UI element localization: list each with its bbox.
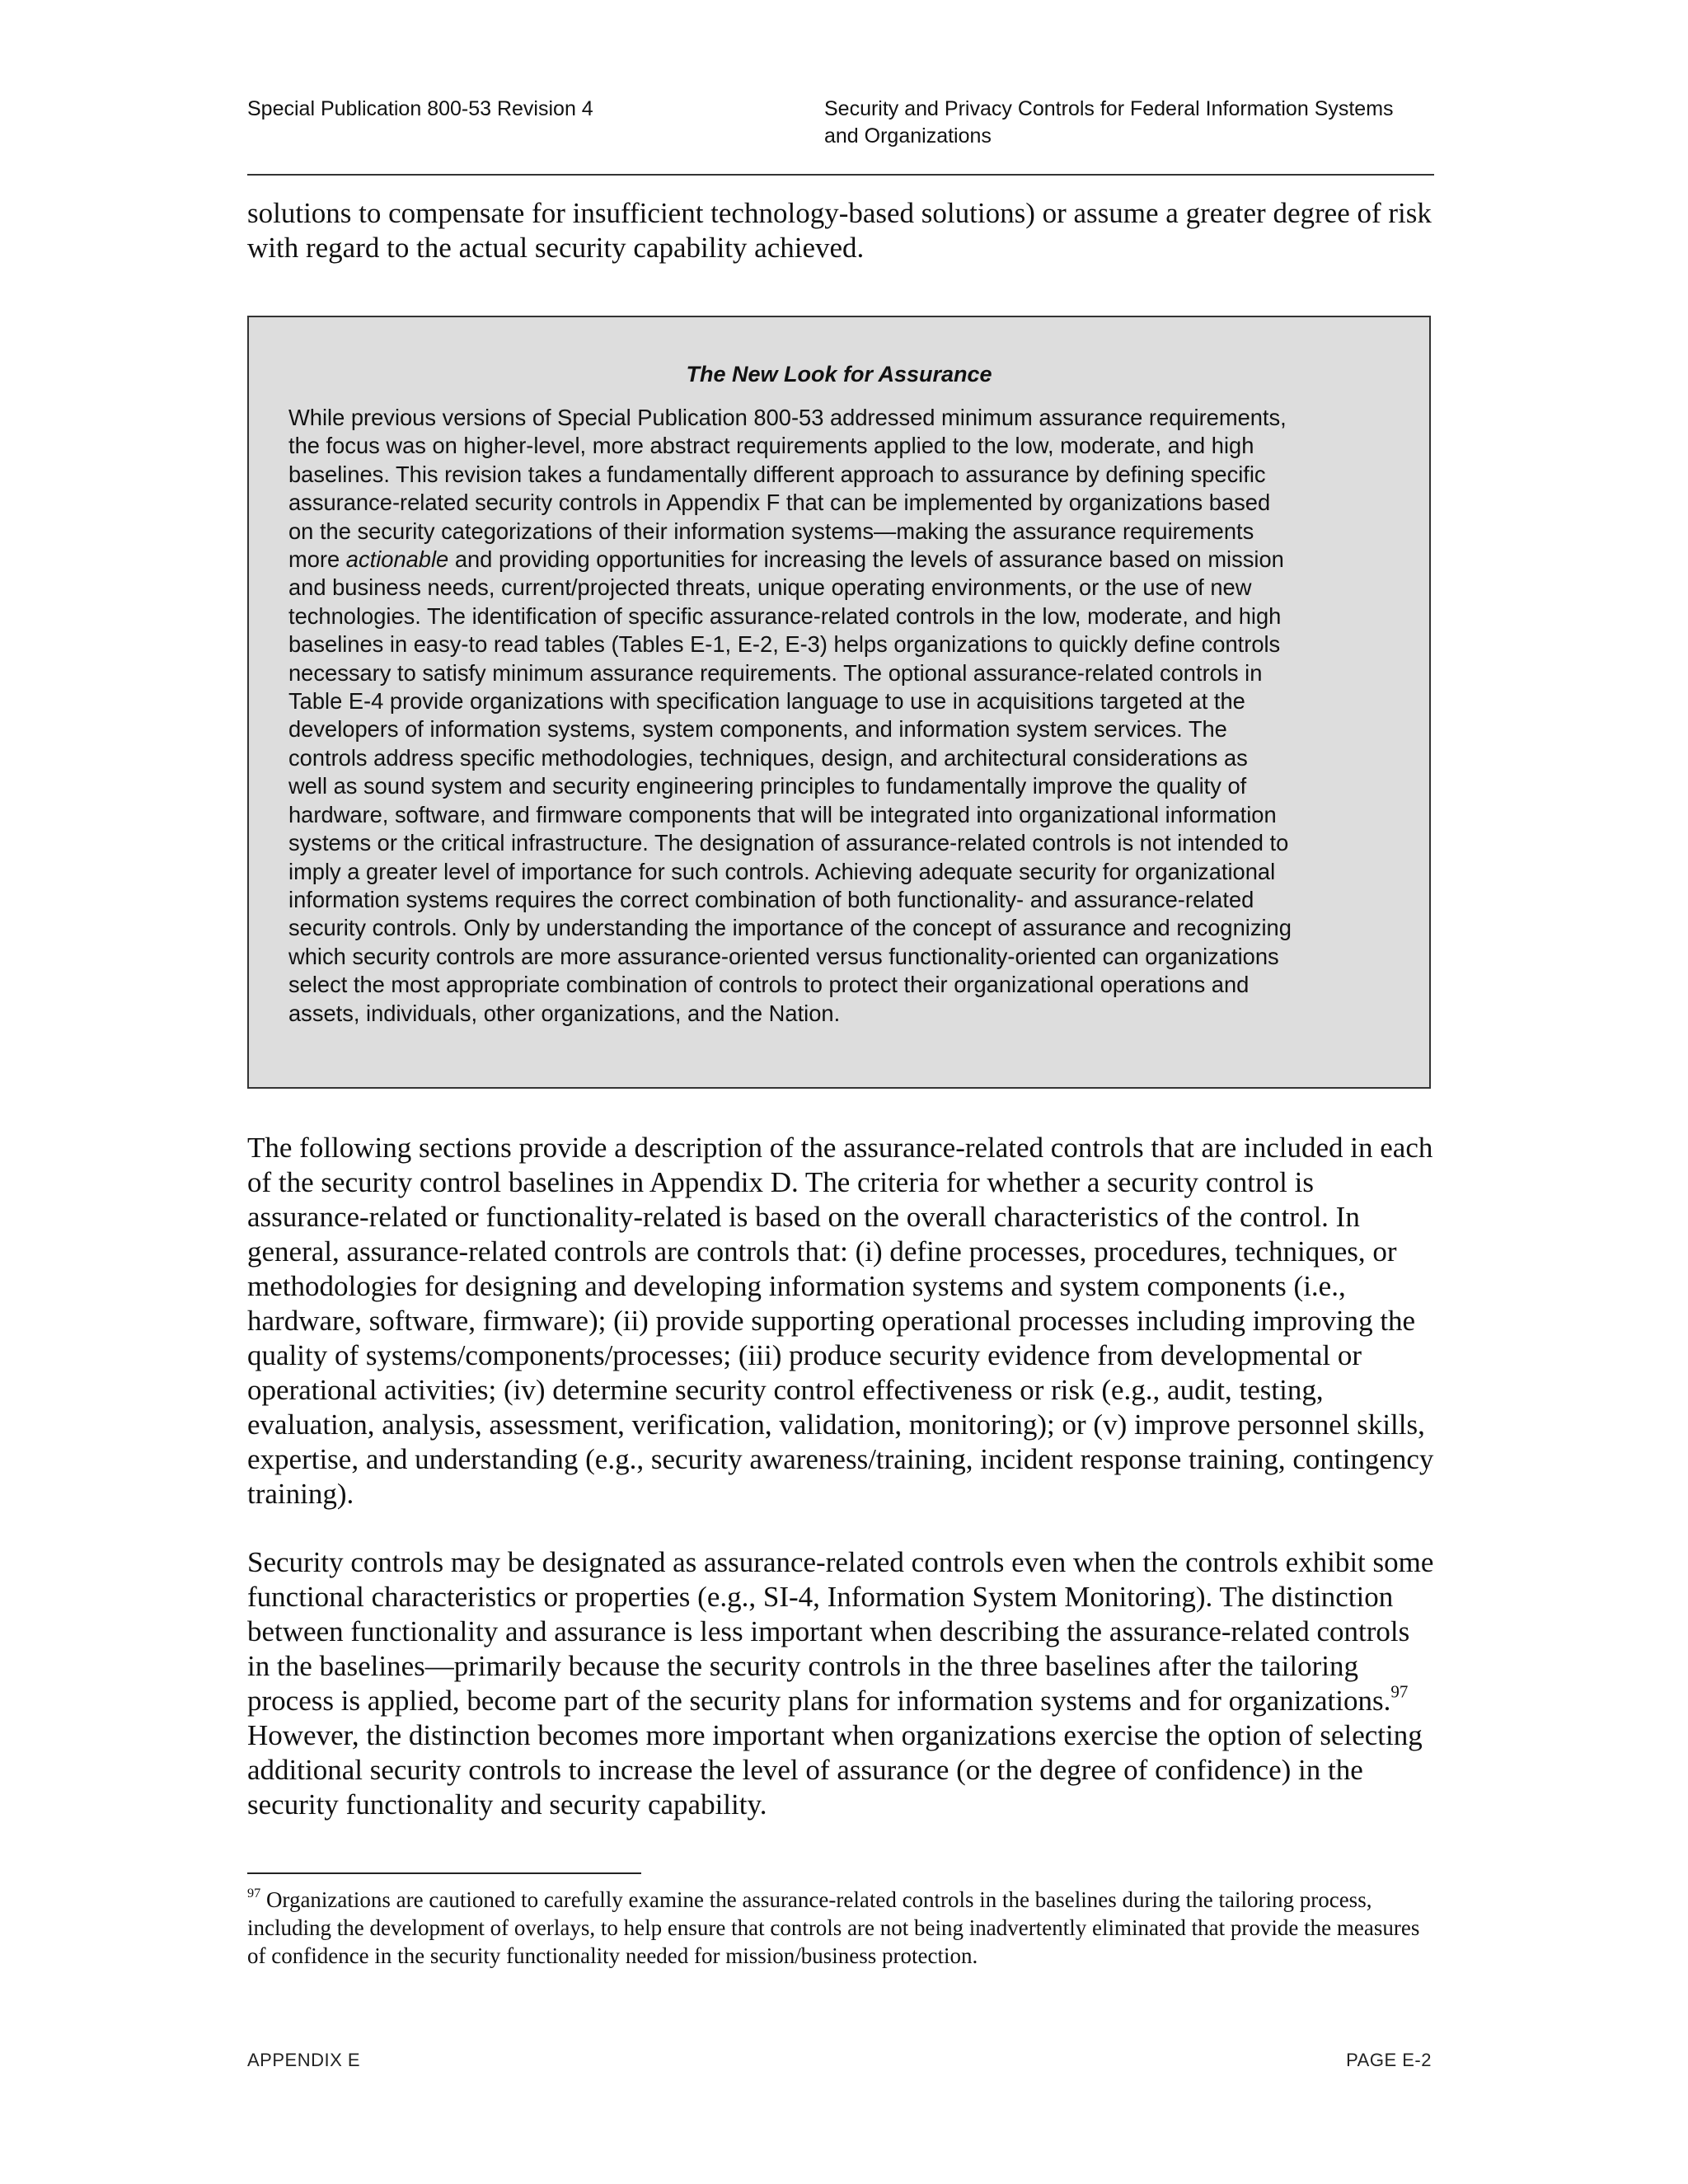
callout-body [288, 404, 1393, 1028]
callout-line: baselines. This revision takes a fundamentally different approach to assurance by defining specific [288, 461, 1266, 487]
callout-line: assurance-related security controls in Appendix F that can be implemented by organizations based [288, 490, 1271, 516]
callout-line: on the security categorizations of their information systems—making the assurance requirements [288, 518, 1254, 544]
callout-line: hardware, software, and firmware components that will be integrated into organizational information [288, 801, 1277, 827]
callout-line: systems or the critical infrastructure. The designation of assurance-related controls is not intended to [288, 830, 1289, 856]
callout-line: controls address specific methodologies, techniques, design, and architectural considerations as [288, 744, 1248, 771]
callout-line: which security controls are more assurance-oriented versus functionality-oriented can organizations [288, 943, 1279, 969]
callout-line: necessary to satisfy minimum assurance requirements. The optional assurance-related controls in [288, 659, 1263, 686]
footer-appendix: APPENDIX E [247, 2050, 361, 2070]
callout-line: information systems requires the correct combination of both functionality- and assurance-related [288, 886, 1254, 912]
emphasis-actionable: actionable [345, 546, 449, 573]
callout-line: Table E-4 provide organizations with specification language to use in acquisitions targeted at the [288, 688, 1245, 715]
intro-paragraph: solutions to compensate for insufficient technology-based solutions) or assume a greater degree of risk with regard to the actual security capability achieved. [247, 197, 1432, 264]
callout-line: security controls. Only by understanding the importance of the concept of assurance and recognizing [288, 915, 1292, 941]
callout-line: imply a greater level of importance for such controls. Achieving adequate security for organizational [288, 858, 1276, 884]
callout-box [247, 316, 1431, 1089]
header-title-line-2: and Organizations [824, 124, 992, 148]
header-divider [247, 174, 1434, 176]
callout-line: technologies. The identification of specific assurance-related controls in the low, moderate, and high [288, 602, 1282, 629]
body-paragraph-2 [247, 1545, 1437, 1822]
callout-line: the focus was on higher-level, more abstract requirements applied to the low, moderate, and high [288, 433, 1254, 459]
footnote-reference[interactable]: 97 [1390, 1681, 1409, 1702]
callout-line: and business needs, current/projected threats, unique operating environments, or the use of new [288, 574, 1252, 601]
footnote-divider [247, 1872, 641, 1874]
footnote [247, 1886, 1437, 1970]
footnote-text: Organizations are cautioned to carefully examine the assurance-related controls in the baselines during the tailoring process, including the development of overlays, to help ensure that controls are not being inadvertently eliminated that provide the measures of confidence in the security functionality needed for mission/business protection. [247, 1887, 1420, 1968]
header-title-line-1: Security and Privacy Controls for Federal Information Systems [824, 97, 1394, 120]
callout-title: The New Look for Assurance [686, 362, 992, 387]
callout-line: select the most appropriate combination of controls to protect their organizational operations and [288, 972, 1250, 998]
header-title [824, 96, 1451, 150]
paragraph-2-text-start: Security controls may be designated as assurance-related controls even when the controls exhibit some functional characteristics or properties (e.g., SI-4, Information System Monitoring). The distinction between functionality and assurance is less important when describing the assurance-related controls in the baselines—primarily because the security controls in the three baselines after the tailoring process is applied, become part of the security plans for information systems and for organizations. [247, 1546, 1434, 1717]
body-paragraph-1: The following sections provide a description of the assurance-related controls that are included in each of the security control baselines in Appendix D. The criteria for whether a security control is assurance-related or functionality-related is based on the overall characteristics of the control. In general, assurance-related controls are controls that: (i) define processes, procedures, techniques, or methodologies for designing and developing information systems and system components (i.e., hardware, software, firmware); (ii) provide supporting operational processes including improving the quality of systems/components/processes; (iii) produce security evidence from developmental or operational activities; (iv) determine security control effectiveness or risk (e.g., audit, testing, evaluation, analysis, assessment, verification, validation, monitoring); or (v) improve personnel skills, expertise, and understanding (e.g., security awareness/training, incident response training, contingency training). [247, 1132, 1434, 1510]
callout-line: While previous versions of Special Publication 800-53 addressed minimum assurance requirements, [288, 405, 1287, 430]
paragraph-2-text-end: However, the distinction becomes more important when organizations exercise the option of selecting additional security controls to increase the level of assurance (or the degree of confidence) in the security functionality and security capability. [247, 1719, 1423, 1821]
callout-line-prefix: more [288, 546, 346, 573]
callout-line: well as sound system and security engineering principles to fundamentally improve the quality of [288, 773, 1247, 799]
callout-line-actionable [288, 546, 1393, 574]
header-publication: Special Publication 800-53 Revision 4 [247, 97, 593, 120]
callout-line-suffix: and providing opportunities for increasing the levels of assurance based on mission [448, 546, 1284, 573]
callout-line: baselines in easy-to read tables (Tables E-1, E-2, E-3) helps organizations to quickly define controls [288, 631, 1281, 658]
footnote-number: 97 [247, 1885, 261, 1900]
callout-line: developers of information systems, system components, and information system services. The [288, 716, 1227, 743]
footer-page-number: PAGE E-2 [1346, 2050, 1432, 2070]
callout-line: assets, individuals, other organizations, and the Nation. [288, 1000, 841, 1026]
